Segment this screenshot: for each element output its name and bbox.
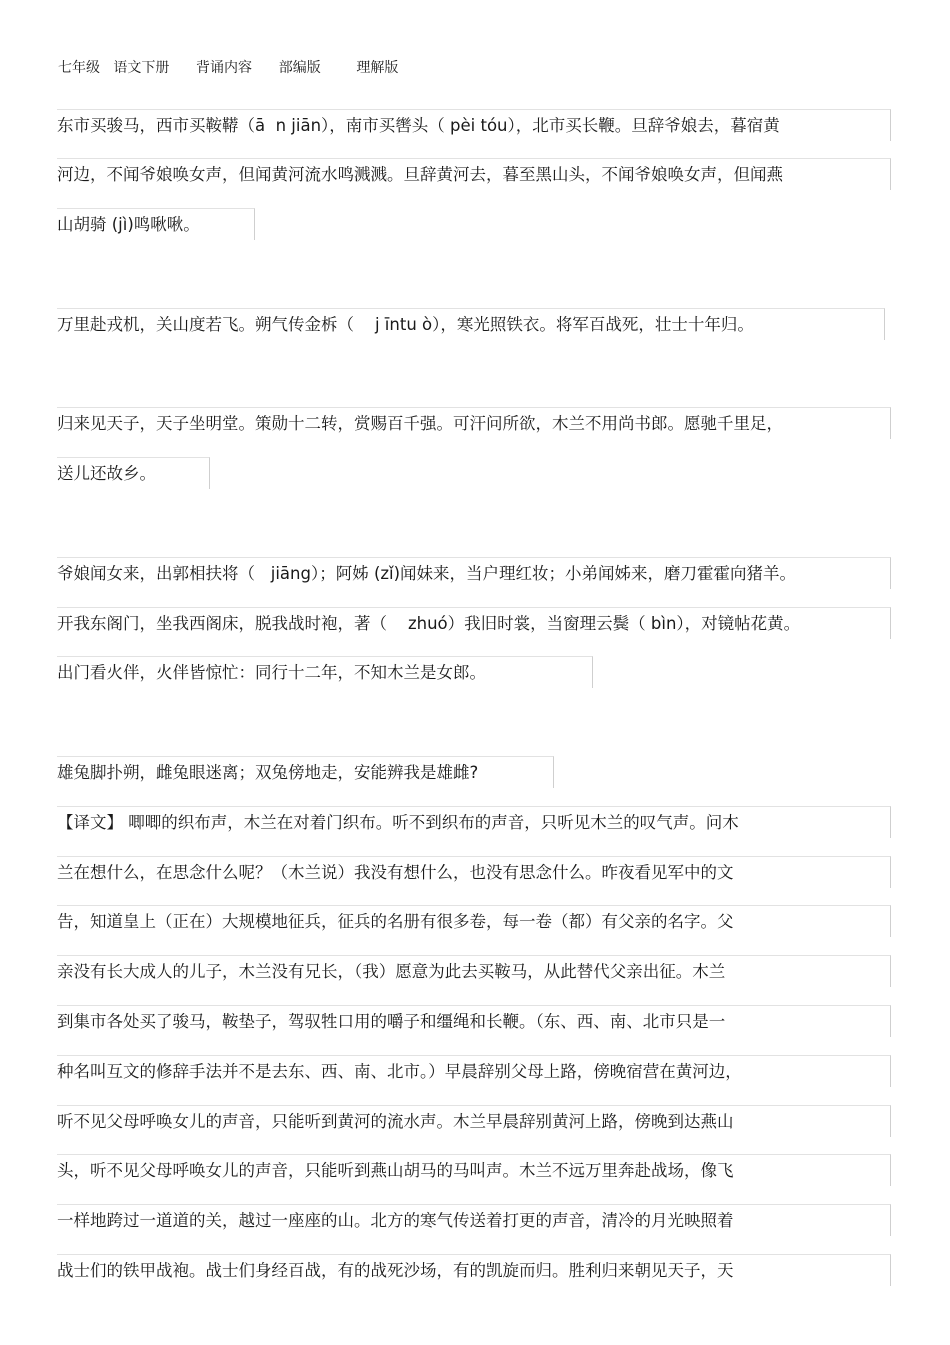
- text-line: 听不见父母呼唤女儿的声音，只能听到黄河的流水声。木兰早晨辞别黄河上路，傍晚到达燕山: [57, 1112, 734, 1131]
- text-line: 战士们的铁甲战袍。战士们身经百战，有的战死沙场，有的凯旋而归。胜利归来朝见天子，天: [57, 1261, 734, 1280]
- text-line: 东市买骏马，西市买鞍鞯（ā n jiān），南市买辔头（ pèi tóu），北市买长鞭。旦辞爷娘去，暮宿黄: [57, 116, 780, 135]
- page-header: 七年级 语文下册 背诵内容 部编版 理解版: [58, 60, 399, 76]
- text-line: 山胡骑 (jì)鸣啾啾。: [57, 215, 200, 234]
- text-line: 归来见天子，天子坐明堂。策勋十二转，赏赐百千强。可汗问所欲，木兰不用尚书郎。愿驰千里足，: [57, 414, 783, 433]
- text-line: 河边，不闻爷娘唤女声，但闻黄河流水鸣溅溅。旦辞黄河去，暮至黑山头，不闻爷娘唤女声，但闻燕: [57, 165, 783, 184]
- text-line: 送儿还故乡。: [57, 464, 156, 483]
- text-line: 告，知道皇上（正在）大规模地征兵，征兵的名册有很多卷，每一卷（都）有父亲的名字。父: [57, 912, 734, 931]
- text-line: 兰在想什么，在思念什么呢？（木兰说）我没有想什么，也没有思念什么。昨夜看见军中的文: [57, 863, 734, 882]
- text-line: 头，听不见父母呼唤女儿的声音，只能听到燕山胡马的马叫声。木兰不远万里奔赴战场，像飞: [57, 1161, 734, 1180]
- text-line: 万里赴戎机，关山度若飞。朔气传金柝（ j īntu ò），寒光照铁衣。将军百战死，壮士十年归。: [57, 315, 754, 334]
- text-line: 雄兔脚扑朔，雌兔眼迷离；双兔傍地走，安能辨我是雄雌?: [57, 763, 479, 782]
- text-line: 出门看火伴，火伴皆惊忙：同行十二年，不知木兰是女郎。: [57, 663, 486, 682]
- text-line: 一样地跨过一道道的关，越过一座座的山。北方的寒气传送着打更的声音，清冷的月光映照着: [57, 1211, 734, 1230]
- text-line: 开我东阁门，坐我西阁床，脱我战时袍，著（ zhuó）我旧时裳，当窗理云鬓（ bìn），对镜帖花黄。: [57, 614, 801, 633]
- text-line: 种名叫互文的修辞手法并不是去东、西、南、北市。）早晨辞别父母上路，傍晚宿营在黄河边，: [57, 1062, 742, 1081]
- text-line: 【译文】 唧唧的织布声，木兰在对着门织布。听不到织布的声音，只听见木兰的叹气声。问木: [57, 813, 739, 832]
- text-line: 到集市各处买了骏马，鞍垫子，驾驭牲口用的嚼子和缰绳和长鞭。（东、西、南、北市只是一: [57, 1012, 726, 1031]
- text-line: 爷娘闻女来，出郭相扶将（ jiāng）；阿姊 (zǐ)闻妹来，当户理红妆；小弟闻姊来，磨刀霍霍向猪羊。: [57, 564, 797, 583]
- text-line: 亲没有长大成人的儿子，木兰没有兄长，（我）愿意为此去买鞍马，从此替代父亲出征。木兰: [57, 962, 726, 981]
